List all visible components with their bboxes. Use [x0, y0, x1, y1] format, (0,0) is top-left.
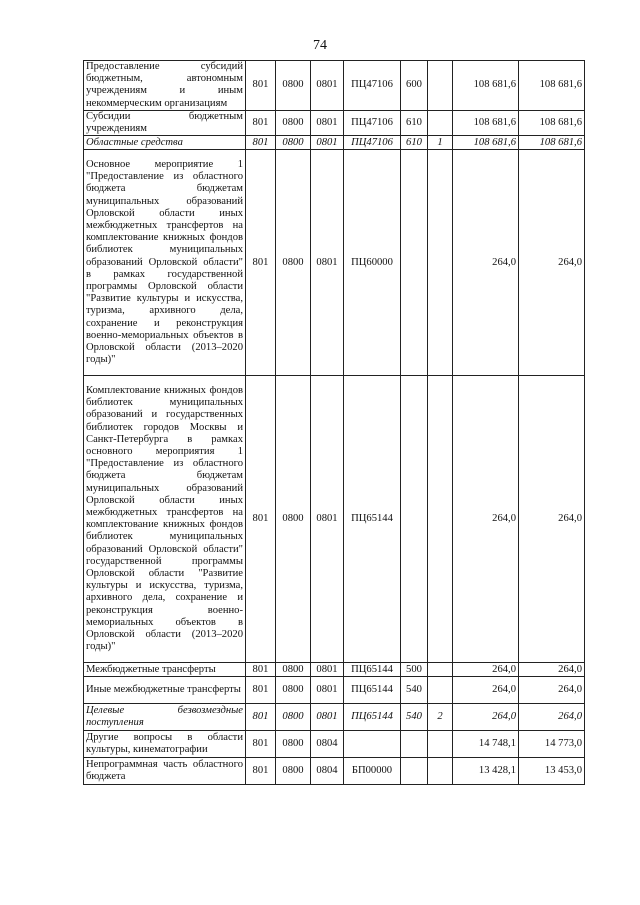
expense-type-code: 500 [401, 663, 428, 677]
funding-code: 2 [428, 704, 453, 731]
ministry-code: 801 [246, 663, 276, 677]
section-code: 0800 [276, 663, 311, 677]
section-code: 0800 [276, 150, 311, 376]
subsection-code: 0801 [311, 150, 344, 376]
expense-type-code [401, 758, 428, 785]
section-code: 0800 [276, 136, 311, 150]
subsection-code: 0801 [311, 704, 344, 731]
ministry-code: 801 [246, 376, 276, 663]
target-code: БП00000 [344, 758, 401, 785]
subsection-code: 0801 [311, 61, 344, 111]
funding-code [428, 61, 453, 111]
sum-year-1: 108 681,6 [453, 110, 519, 135]
row-name: Непрограммная часть областного бюджета [84, 758, 246, 785]
section-code: 0800 [276, 376, 311, 663]
subsection-code: 0801 [311, 136, 344, 150]
sum-year-2: 264,0 [519, 663, 585, 677]
row-name: Межбюджетные трансферты [84, 663, 246, 677]
sum-year-1: 264,0 [453, 677, 519, 704]
table-row [84, 376, 585, 663]
ministry-code: 801 [246, 136, 276, 150]
ministry-code: 801 [246, 150, 276, 376]
expense-type-code: 540 [401, 677, 428, 704]
subsection-code: 0801 [311, 663, 344, 677]
row-name: Основное мероприятие 1 "Предоставление из областного бюджета бюджетам муниципальных образований Орловской области иных межбюджетных трансфертов на комплектование книжных фондов библиотек муниципальных образований Орловской области" в рамках государственной программы Орловской области "Развитие культуры и искусства, туризма, архивного дела, сохранение и реконструкция военно-мемориальных объектов в Орловской области (2013–2020 годы)" [84, 150, 246, 376]
sum-year-1: 264,0 [453, 704, 519, 731]
funding-code [428, 663, 453, 677]
target-code: ПЦ65144 [344, 704, 401, 731]
row-name: Комплектование книжных фондов библиотек муниципальных образований и государственных библиотек городов Москвы и Санкт-Петербурга в рамках основного мероприятия 1 "Предоставление из областного бюджета бюджетам муниципальных образований Орловской области иных межбюджетных трансфертов на комплектование книжных фондов библиотек муниципальных образований Орловской области" государственной программы Орловской области "Развитие культуры и искусства, туризма, архивного дела, сохранение и реконструкция военно-мемориальных объектов в Орловской области (2013–2020 годы)" [84, 376, 246, 663]
ministry-code: 801 [246, 110, 276, 135]
target-code: ПЦ47106 [344, 61, 401, 111]
table-row [84, 136, 585, 150]
target-code: ПЦ65144 [344, 376, 401, 663]
section-code: 0800 [276, 110, 311, 135]
section-code: 0800 [276, 677, 311, 704]
table-row [84, 677, 585, 704]
table-row [84, 150, 585, 376]
expense-type-code [401, 376, 428, 663]
subsection-code: 0801 [311, 677, 344, 704]
sum-year-2: 108 681,6 [519, 136, 585, 150]
row-name: Другие вопросы в области культуры, кинематографии [84, 731, 246, 758]
expense-type-code: 540 [401, 704, 428, 731]
ministry-code: 801 [246, 61, 276, 111]
target-code: ПЦ47106 [344, 110, 401, 135]
subsection-code: 0804 [311, 731, 344, 758]
sum-year-1: 13 428,1 [453, 758, 519, 785]
sum-year-1: 108 681,6 [453, 61, 519, 111]
ministry-code: 801 [246, 704, 276, 731]
sum-year-1: 14 748,1 [453, 731, 519, 758]
expense-type-code [401, 731, 428, 758]
section-code: 0800 [276, 61, 311, 111]
funding-code [428, 110, 453, 135]
sum-year-1: 264,0 [453, 150, 519, 376]
sum-year-1: 264,0 [453, 376, 519, 663]
funding-code [428, 677, 453, 704]
section-code: 0800 [276, 758, 311, 785]
section-code: 0800 [276, 704, 311, 731]
sum-year-2: 14 773,0 [519, 731, 585, 758]
subsection-code: 0801 [311, 110, 344, 135]
table-row [84, 110, 585, 135]
target-code: ПЦ65144 [344, 663, 401, 677]
sum-year-2: 264,0 [519, 677, 585, 704]
ministry-code: 801 [246, 758, 276, 785]
subsection-code: 0801 [311, 376, 344, 663]
sum-year-2: 264,0 [519, 704, 585, 731]
ministry-code: 801 [246, 731, 276, 758]
funding-code [428, 150, 453, 376]
target-code: ПЦ60000 [344, 150, 401, 376]
row-name: Иные межбюджетные трансферты [84, 677, 246, 704]
row-name: Целевые безвозмездные поступления [84, 704, 246, 731]
row-name: Областные средства [84, 136, 246, 150]
expense-type-code: 610 [401, 110, 428, 135]
row-name: Предоставление субсидий бюджетным, автономным учреждениям и иным некоммерческим организациям [84, 61, 246, 111]
section-code: 0800 [276, 731, 311, 758]
target-code [344, 731, 401, 758]
target-code: ПЦ65144 [344, 677, 401, 704]
funding-code: 1 [428, 136, 453, 150]
expense-type-code: 600 [401, 61, 428, 111]
table-row [84, 663, 585, 677]
sum-year-2: 264,0 [519, 376, 585, 663]
sum-year-2: 108 681,6 [519, 110, 585, 135]
target-code: ПЦ47106 [344, 136, 401, 150]
table-row [84, 731, 585, 758]
ministry-code: 801 [246, 677, 276, 704]
table-row [84, 758, 585, 785]
sum-year-2: 13 453,0 [519, 758, 585, 785]
funding-code [428, 758, 453, 785]
sum-year-1: 108 681,6 [453, 136, 519, 150]
table-row [84, 61, 585, 111]
funding-code [428, 376, 453, 663]
sum-year-1: 264,0 [453, 663, 519, 677]
subsection-code: 0804 [311, 758, 344, 785]
expense-type-code: 610 [401, 136, 428, 150]
funding-code [428, 731, 453, 758]
expense-type-code [401, 150, 428, 376]
table-row [84, 704, 585, 731]
page-number: 74 [313, 38, 327, 53]
budget-table [83, 60, 585, 785]
sum-year-2: 108 681,6 [519, 61, 585, 111]
row-name: Субсидии бюджетным учреждениям [84, 110, 246, 135]
sum-year-2: 264,0 [519, 150, 585, 376]
